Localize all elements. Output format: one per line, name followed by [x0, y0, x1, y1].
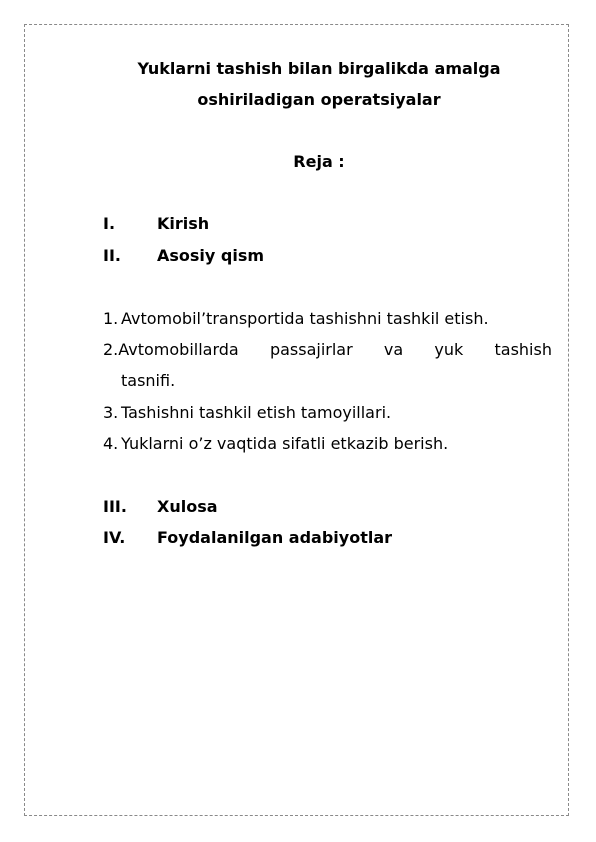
section-number: IV.	[103, 528, 126, 547]
list-item-4	[103, 428, 448, 459]
item-text: Yuklarni o’z vaqtida sifatli etkazib berish.	[121, 434, 449, 453]
item-number: 4.	[103, 434, 119, 453]
item-number: 3.	[103, 403, 119, 422]
section-number: I.	[103, 214, 116, 233]
item-word: tashish	[494, 340, 552, 359]
list-item-2	[103, 334, 552, 396]
item-word: passajirlar	[269, 340, 353, 359]
section-adabiyotlar	[103, 522, 392, 553]
section-label: Kirish	[157, 214, 210, 233]
item-word: va	[383, 340, 404, 359]
section-number: II.	[103, 246, 121, 265]
list-item-3	[103, 397, 391, 428]
section-asosiy-qism	[103, 240, 264, 271]
item-number: 1.	[103, 309, 119, 328]
item-text: Tashishni tashkil etish tamoyillari.	[121, 403, 392, 422]
item-continuation: tasnifi.	[121, 371, 176, 390]
item-text: Avtomobil’transportida tashishni tashkil etish.	[121, 309, 489, 328]
item-word: Avtomobillarda	[118, 340, 239, 359]
list-item-1	[103, 303, 489, 334]
item-word: yuk	[434, 340, 464, 359]
item-number: 2.	[103, 340, 119, 359]
section-number: III.	[103, 497, 127, 516]
section-xulosa	[103, 491, 218, 522]
section-kirish	[103, 208, 209, 239]
document-title-line-2: oshiriladigan operatsiyalar	[197, 90, 441, 109]
plan-heading: Reja :	[293, 152, 345, 171]
section-label: Xulosa	[157, 497, 218, 516]
section-label: Foydalanilgan adabiyotlar	[157, 528, 393, 547]
document-title-line-1: Yuklarni tashish bilan birgalikda amalga	[137, 59, 501, 78]
section-label: Asosiy qism	[157, 246, 265, 265]
item-first-word	[103, 334, 239, 365]
